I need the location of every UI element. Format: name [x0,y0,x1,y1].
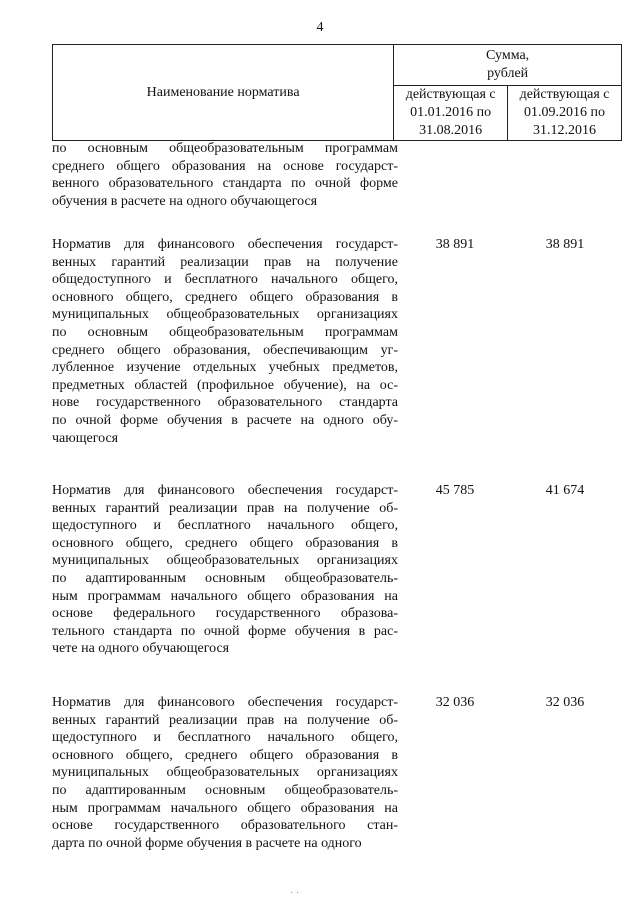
description-line: основного общего, среднего общего образования в [52,289,398,305]
description-line: по основным общеобразовательным программам [52,324,398,340]
description-line: ным программам начального общего образования на [52,800,398,816]
description-line: по очной форме обучения в расчете на одного обу- [52,412,398,428]
amount-period-a: 38 891 [435,237,475,252]
description-line: чете на одного обучающегося [52,641,230,657]
table-row [52,482,622,694]
description-line: муниципальных общеобразовательных организациях [52,553,398,569]
period-b-header: действующая с 01.09.2016 по 31.12.2016 [508,86,622,141]
table-row [52,694,622,884]
description-line: общедоступного и бесплатного начального общего, [52,272,398,288]
amount-period-b: 38 891 [545,237,585,252]
description-line: по адаптированным основным общеобразователь- [52,570,398,586]
description-line: тельного стандарта по очной форме обучения в рас- [52,623,398,639]
description-line: венных гарантий реализации прав на получение об- [52,500,398,516]
amount-period-b [510,140,620,236]
description-line: щедоступного и бесплатного начального общего, [52,730,398,746]
description-line: обучения в расчете на одного обучающегося [52,193,318,209]
description-line: по основным общеобразовательным программам [52,141,398,156]
period-a-header: действующая с 01.01.2016 по 31.08.2016 [394,86,508,141]
description-line: ным программам начального общего образования на [52,588,398,604]
normative-description [52,236,400,482]
normative-description [52,694,400,884]
description-line: по адаптированным основным общеобразователь- [52,782,398,798]
amount-period-b: 32 036 [545,695,585,710]
description-line: предметных областей (профильное обучение), на ос- [52,377,398,393]
description-line: дарта по очной форме обучения в расчете на одного [52,835,362,851]
sum-unit-label: рублей [487,66,529,81]
sum-column-header [394,45,622,86]
description-line: венных гарантий реализации прав на получение [52,254,398,270]
description-line: среднего общего образования, обеспечивающим уг- [52,342,398,358]
description-line: основе государственного образовательного стан- [52,818,398,834]
description-line: основного общего, среднего общего образования в [52,535,398,551]
description-line: щедоступного и бесплатного начального общего, [52,518,398,534]
amount-period-a: 32 036 [435,695,475,710]
scan-mark: · · [290,888,300,899]
description-line: Норматив для финансового обеспечения государст- [52,695,398,710]
description-line: чающегося [52,430,119,446]
description-line: среднего общего образования на основе государст- [52,158,398,174]
description-line: венного образовательного стандарта по очной форме [52,176,398,192]
description-line: Норматив для финансового обеспечения государст- [52,237,398,252]
sum-label: Сумма, [486,48,530,63]
amount-period-a: 45 785 [435,483,475,498]
table-header [52,44,622,141]
table-row [52,236,622,482]
description-line: муниципальных общеобразовательных организациях [52,307,398,323]
name-column-header: Наименование норматива [53,45,394,141]
normative-description [52,140,400,236]
amount-period-b: 41 674 [545,483,585,498]
description-line: лубленное изучение отдельных учебных предметов, [52,360,398,376]
table-body [52,140,622,884]
description-line: основного общего, среднего общего образования в [52,747,398,763]
amount-period-a [400,140,510,236]
normative-description [52,482,400,694]
page-number: 4 [316,20,324,35]
description-line: основе федерального государственного образова- [52,606,398,622]
description-line: Норматив для финансового обеспечения государст- [52,483,398,498]
table-row [52,140,622,236]
description-line: нове государственного образовательного стандарта [52,395,398,411]
description-line: муниципальных общеобразовательных организациях [52,765,398,781]
description-line: венных гарантий реализации прав на получение об- [52,712,398,728]
